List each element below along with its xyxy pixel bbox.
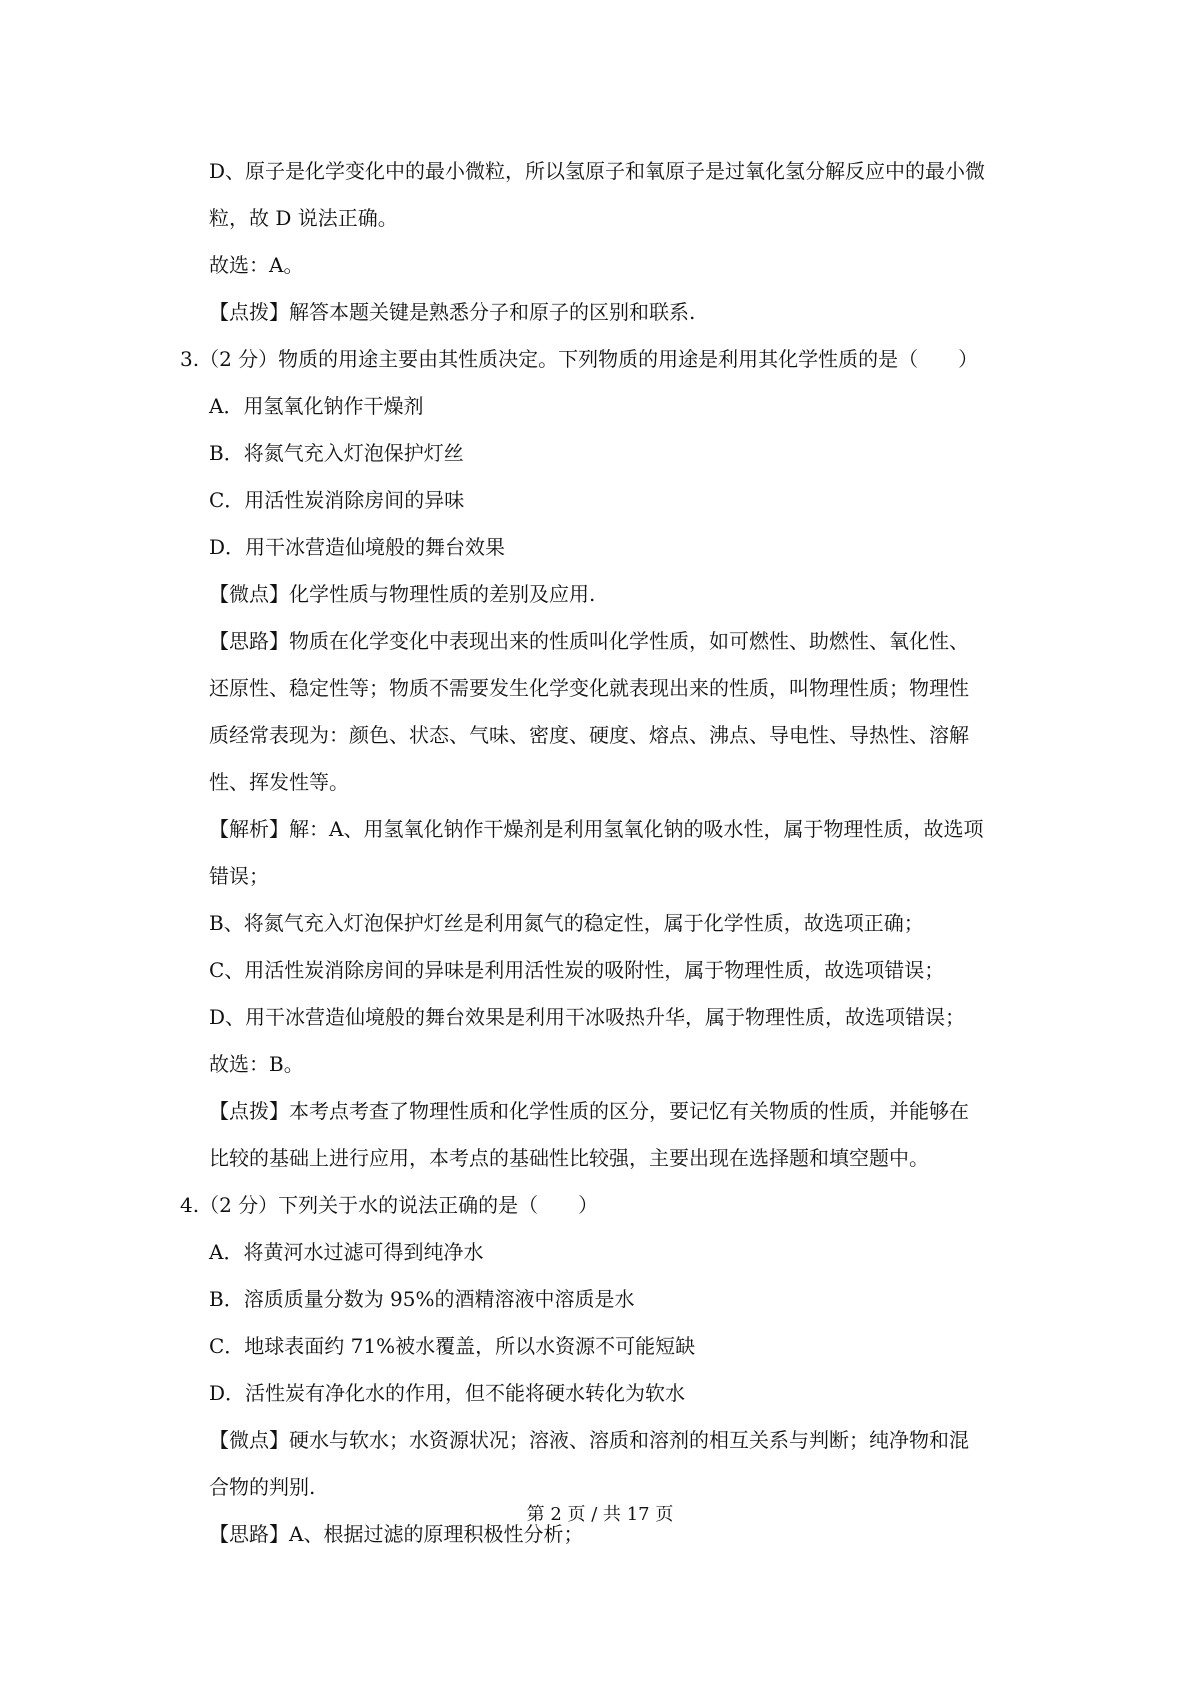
text-line: C、用活性炭消除房间的异味是利用活性炭的吸附性，属于物理性质，故选项错误； (209, 958, 945, 982)
text-line: 故选：B。 (209, 1052, 304, 1076)
text-line: C．用活性炭消除房间的异味 (209, 488, 465, 512)
question-line: 4.（2 分）下列关于水的说法正确的是（ ） (180, 1193, 599, 1217)
text-line: B、将氮气充入灯泡保护灯丝是利用氮气的稳定性，属于化学性质，故选项正确； (209, 911, 924, 935)
text-line: 【解析】解：A、用氢氧化钠作干燥剂是利用氢氧化钠的吸水性，属于物理性质，故选项 (209, 817, 984, 841)
text-line: B．溶质质量分数为 95%的酒精溶液中溶质是水 (209, 1287, 635, 1311)
text-line: 粒，故 D 说法正确。 (209, 206, 398, 230)
text-line: 质经常表现为：颜色、状态、气味、密度、硬度、熔点、沸点、导电性、导热性、溶解 (209, 723, 969, 747)
text-line: D、用干冰营造仙境般的舞台效果是利用干冰吸热升华，属于物理性质，故选项错误； (209, 1005, 966, 1029)
text-line: 比较的基础上进行应用，本考点的基础性比较强，主要出现在选择题和填空题中。 (209, 1146, 929, 1170)
text-line: 故选：A。 (209, 253, 304, 277)
text-line: D、原子是化学变化中的最小微粒，所以氢原子和氧原子是过氧化氢分解反应中的最小微 (209, 159, 986, 183)
text-line: D．用干冰营造仙境般的舞台效果 (209, 535, 506, 559)
text-line: A．用氢氧化钠作干燥剂 (209, 394, 424, 418)
text-line: 【微点】硬水与软水；水资源状况；溶液、溶质和溶剂的相互关系与判断；纯净物和混 (209, 1428, 969, 1452)
text-line: 【点拨】解答本题关键是熟悉分子和原子的区别和联系. (209, 300, 696, 324)
page-footer: 第 2 页 / 共 17 页 (526, 1504, 674, 1525)
text-line: 【点拨】本考点考查了物理性质和化学性质的区分，要记忆有关物质的性质，并能够在 (209, 1099, 969, 1123)
text-line: 【思路】物质在化学变化中表现出来的性质叫化学性质，如可燃性、助燃性、氧化性、 (209, 629, 969, 653)
text-line: A．将黄河水过滤可得到纯净水 (209, 1240, 484, 1264)
text-line: 还原性、稳定性等；物质不需要发生化学变化就表现出来的性质，叫物理性质；物理性 (209, 676, 969, 700)
text-line: 【微点】化学性质与物理性质的差别及应用. (209, 582, 596, 606)
text-line: 性、挥发性等。 (209, 770, 349, 794)
question-line: 3.（2 分）物质的用途主要由其性质决定。下列物质的用途是利用其化学性质的是（ ） (180, 347, 979, 371)
text-line: 错误； (209, 864, 269, 888)
text-line: D．活性炭有净化水的作用，但不能将硬水转化为软水 (209, 1381, 686, 1405)
text-line: B．将氮气充入灯泡保护灯丝 (209, 441, 464, 465)
document-body (180, 148, 1040, 1558)
text-line: C．地球表面约 71%被水覆盖，所以水资源不可能短缺 (209, 1334, 696, 1358)
text-line: 合物的判别. (209, 1475, 316, 1499)
text-line: 【思路】A、根据过滤的原理积极性分析； (209, 1522, 584, 1546)
